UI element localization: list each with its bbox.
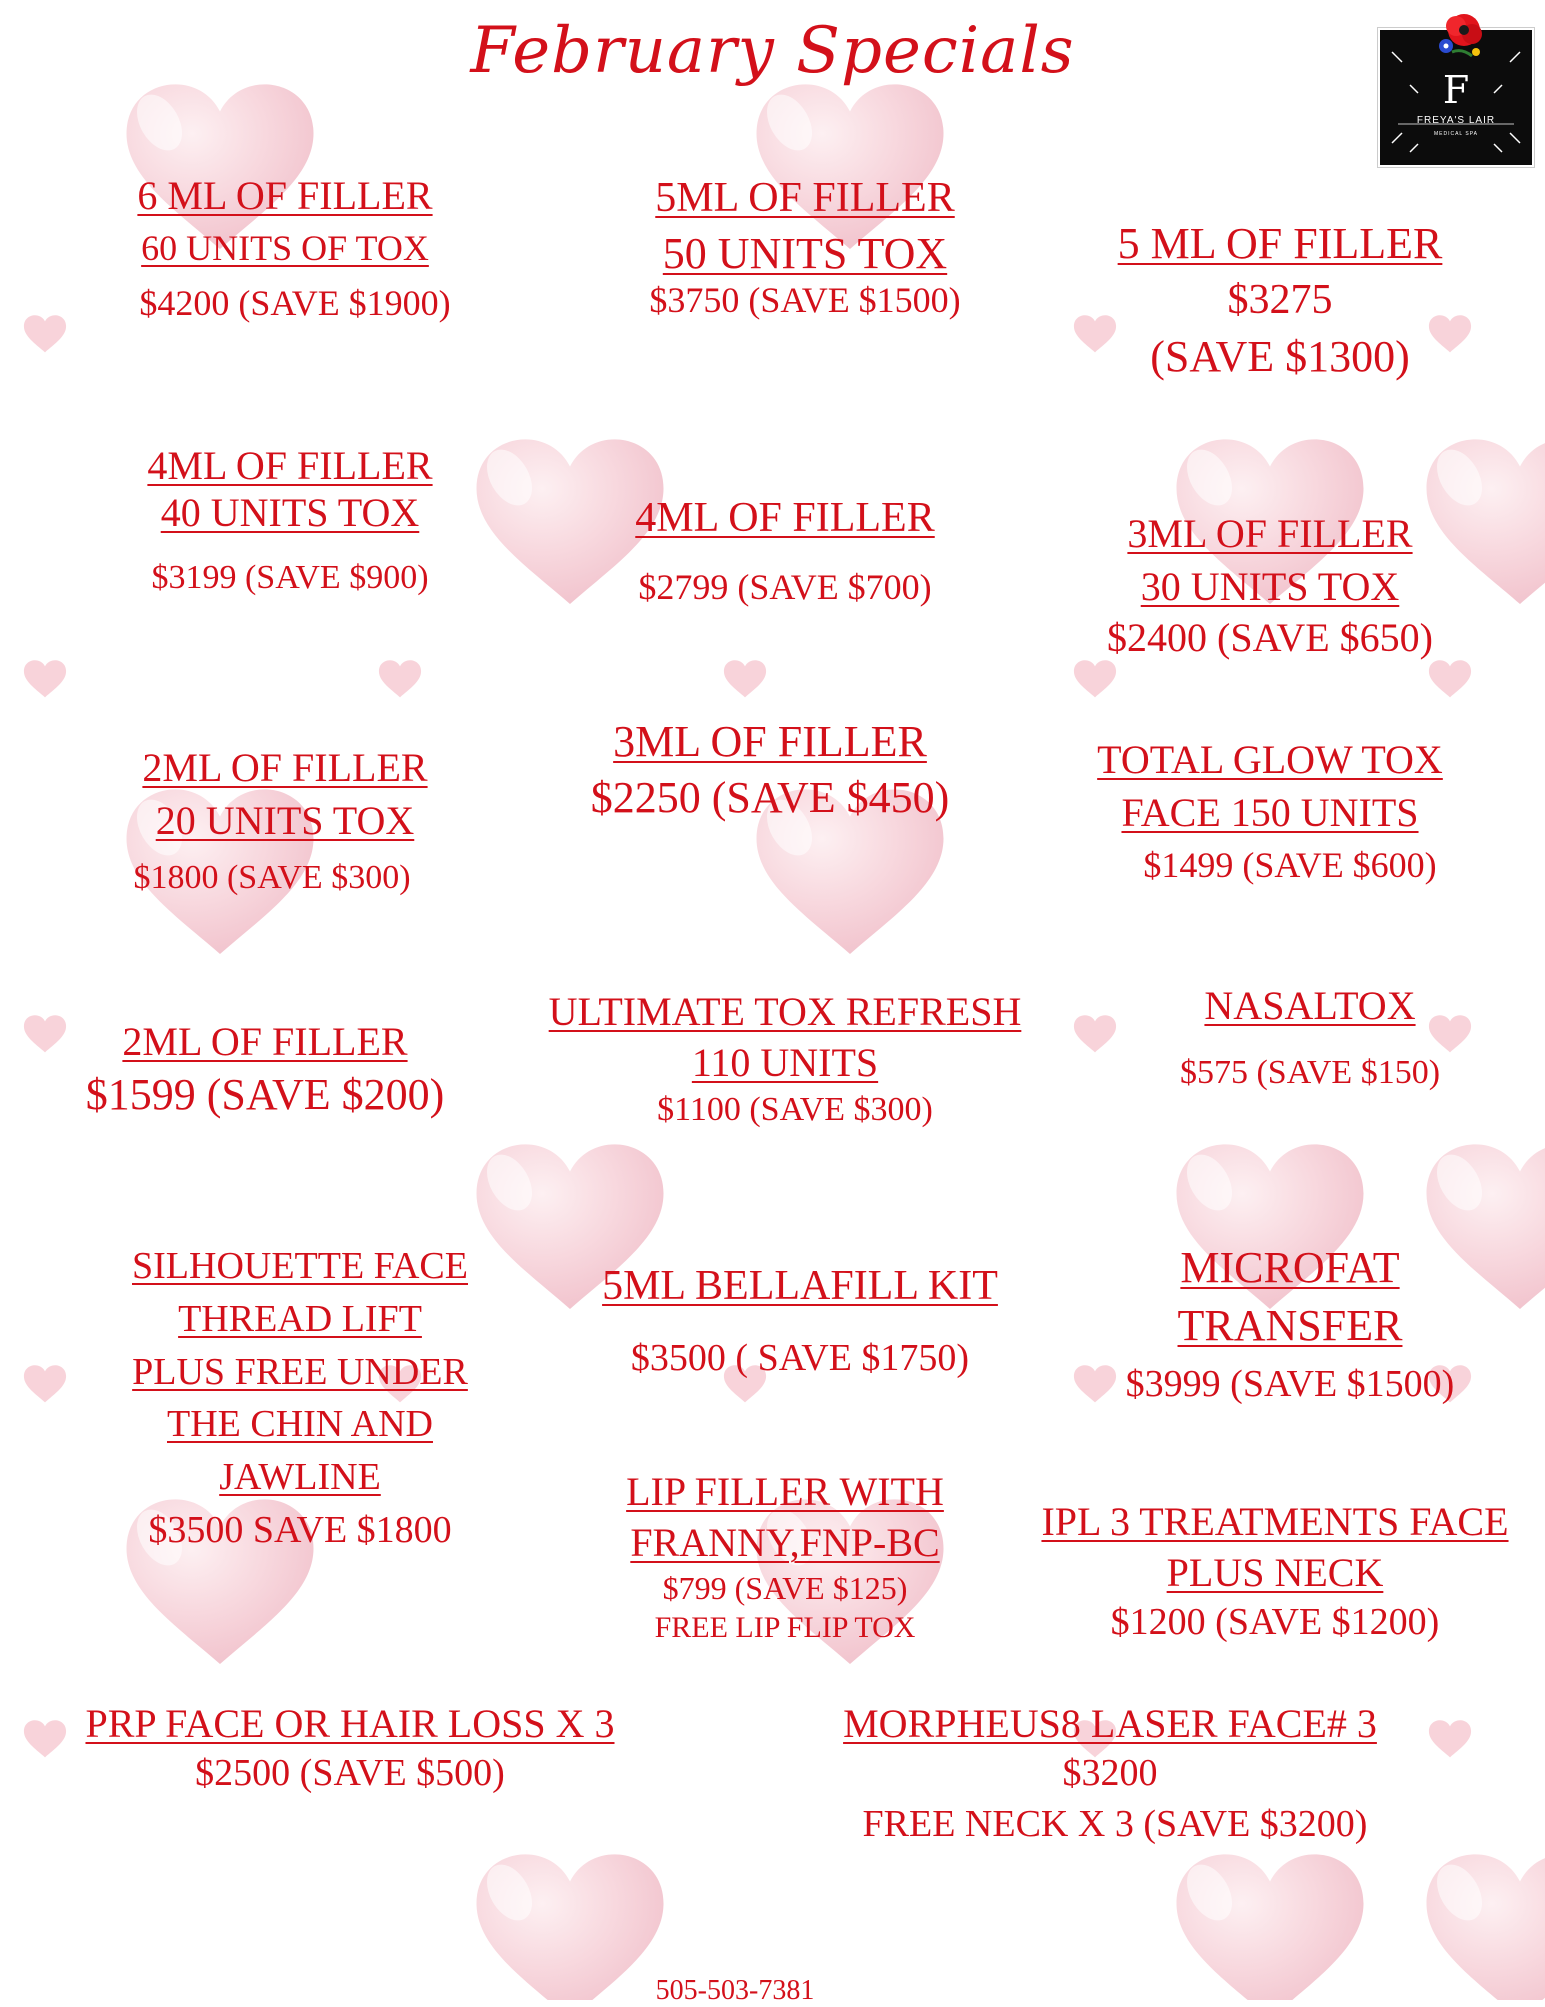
logo-subtitle: MEDICAL SPA [1380,131,1532,137]
special-title: IPL 3 TREATMENTS FACE [1030,1498,1520,1545]
special-4 [100,442,480,598]
special-title: 40 UNITS TOX [100,489,480,536]
special-title: JAWLINE [95,1455,505,1500]
special-price: $3999 (SAVE $1500) [1090,1362,1490,1407]
special-price: $799 (SAVE $125) [590,1570,980,1608]
special-3 [1090,218,1470,383]
special-title: 2ML OF FILLER [95,744,475,791]
special-title: 30 UNITS TOX [1080,563,1460,610]
phone-number: 505-503-7381 [0,1975,1470,2007]
special-11 [525,988,1045,1130]
special-title: PLUS FREE UNDER [95,1350,505,1395]
special-title: 4ML OF FILLER [600,494,970,544]
special-10 [60,1018,470,1121]
special-title: 2ML OF FILLER [60,1018,470,1065]
special-title: 60 UNITS OF TOX [100,227,470,269]
special-price: $3500 ( SAVE $1750) [590,1336,1010,1381]
poppy-flower-icon [1432,8,1492,68]
special-17 [1030,1498,1520,1645]
special-title: 3ML OF FILLER [560,716,980,768]
special-price: $2500 (SAVE $500) [60,1751,640,1796]
special-price: $4200 (SAVE $1900) [100,282,470,324]
special-title: ULTIMATE TOX REFRESH [525,988,1045,1035]
special-title: 6 ML OF FILLER [100,172,470,219]
special-price: $3200 [820,1751,1400,1796]
special-title: 3ML OF FILLER [1080,510,1460,557]
special-title: FACE 150 UNITS [1070,789,1470,836]
special-price: $2799 (SAVE $700) [600,566,970,608]
special-title: LIP FILLER WITH [590,1468,980,1515]
special-price: $1599 (SAVE $200) [60,1069,470,1121]
special-title: THE CHIN AND [95,1402,505,1447]
special-title: TRANSFER [1090,1300,1490,1352]
page-title: February Specials [0,14,1545,88]
special-title: THREAD LIFT [95,1297,505,1342]
special-title: FRANNY,FNP-BC [590,1519,980,1566]
special-19 [820,1700,1400,1847]
special-title: 50 UNITS TOX [615,228,995,280]
special-bonus: FREE NECK X 3 (SAVE $3200) [830,1802,1400,1847]
logo-letter: F [1380,68,1532,112]
special-saving: (SAVE $1300) [1090,331,1470,383]
special-title: 110 UNITS [525,1039,1045,1086]
special-price: $1100 (SAVE $300) [545,1090,1045,1130]
special-5 [600,494,970,608]
special-price: $2250 (SAVE $450) [560,772,980,824]
special-price: $1499 (SAVE $600) [1110,844,1470,886]
special-12 [1110,982,1510,1093]
special-7 [95,744,475,898]
special-bonus: FREE LIP FLIP TOX [590,1610,980,1645]
special-title: MORPHEUS8 LASER FACE# 3 [820,1700,1400,1747]
special-18 [60,1700,640,1796]
special-14 [590,1262,1010,1380]
special-9 [1070,736,1470,887]
special-price: $3750 (SAVE $1500) [615,279,995,321]
special-16 [590,1468,980,1646]
special-6 [1080,510,1460,662]
special-1 [100,172,470,324]
special-2 [615,174,995,322]
special-price: $2400 (SAVE $650) [1080,614,1460,661]
special-price: $1800 (SAVE $300) [69,858,475,898]
special-title: NASALTOX [1110,982,1510,1029]
special-15 [1090,1242,1490,1407]
special-price: $3199 (SAVE $900) [100,558,480,598]
special-title: PRP FACE OR HAIR LOSS X 3 [60,1700,640,1747]
special-title: 20 UNITS TOX [95,797,475,844]
special-title: 5ML OF FILLER [615,174,995,224]
logo-brand: FREYA'S LAIR [1380,115,1532,126]
special-13 [95,1244,505,1553]
spa-logo [1378,28,1534,167]
special-title: 4ML OF FILLER [100,442,480,489]
special-price: $3275 [1090,276,1470,326]
special-title: 5ML BELLAFILL KIT [590,1262,1010,1312]
special-price: $3500 SAVE $1800 [95,1508,505,1553]
special-title: MICROFAT [1090,1242,1490,1294]
special-price: $1200 (SAVE $1200) [1030,1600,1520,1645]
special-price: $575 (SAVE $150) [1110,1053,1510,1093]
special-title: SILHOUETTE FACE [95,1244,505,1289]
special-title: PLUS NECK [1030,1549,1520,1596]
special-title: TOTAL GLOW TOX [1070,736,1470,783]
special-title: 5 ML OF FILLER [1090,218,1470,270]
special-8 [560,716,980,824]
